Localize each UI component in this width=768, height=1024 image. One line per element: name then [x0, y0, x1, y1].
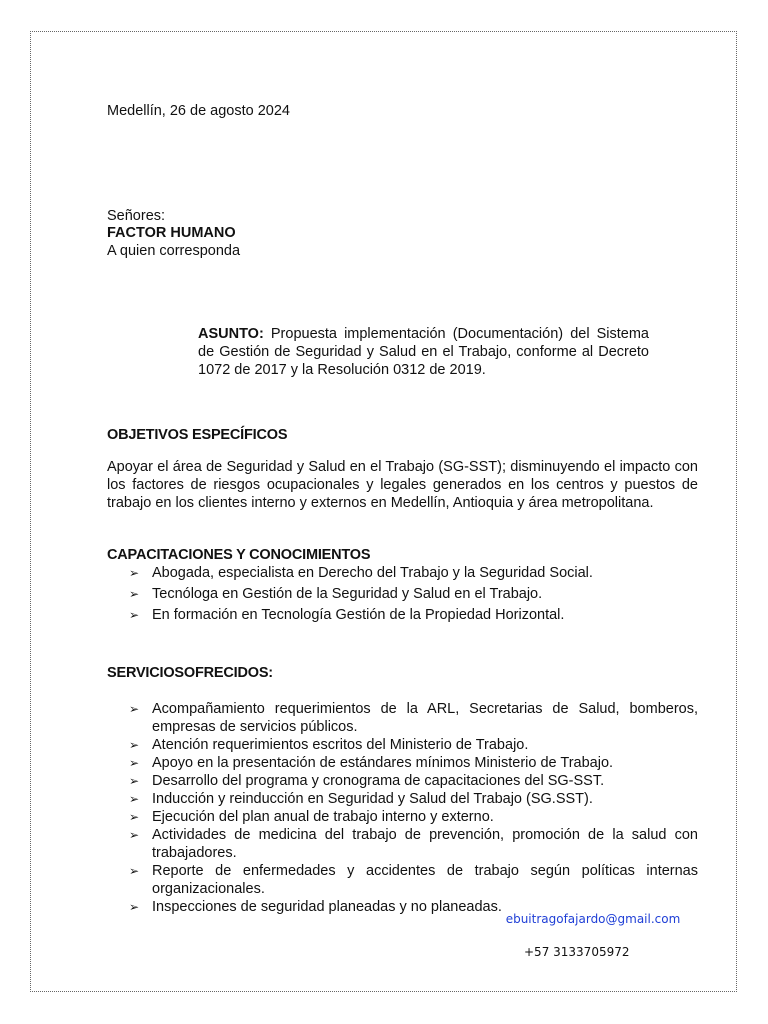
objectives-heading: OBJETIVOS ESPECÍFICOS: [107, 427, 288, 443]
services-list: [129, 700, 698, 916]
arrow-bullet-icon: ➢: [129, 864, 140, 878]
arrow-bullet-icon: ➢: [129, 774, 140, 788]
arrow-bullet-icon: ➢: [129, 900, 140, 914]
training-list: [129, 564, 669, 624]
list-item: ➢ Inspecciones de seguridad planeadas y no planeadas.: [129, 899, 502, 915]
arrow-bullet-icon: ➢: [129, 756, 140, 770]
arrow-bullet-icon: ➢: [129, 792, 140, 806]
list-item: ➢ Abogada, especialista en Derecho del Trabajo y la Seguridad Social.: [129, 565, 593, 581]
arrow-bullet-icon: ➢: [129, 608, 140, 622]
arrow-bullet-icon: ➢: [129, 828, 140, 842]
training-heading: CAPACITACIONES Y CONOCIMIENTOS: [107, 547, 371, 563]
subject-text: Propuesta implementación (Documentación) del Sistema de Gestión de Seguridad y Salud en el Trabajo, conforme al Decreto 1072 de 2017 y la Resolución 0312 de 2019.: [198, 326, 650, 378]
list-item: ➢ Desarrollo del programa y cronograma de capacitaciones del SG-SST.: [129, 773, 605, 789]
list-item: ➢ Acompañamiento requerimientos de la ARL, Secretarias de Salud, bomberos, empresas de servicios públicos.: [129, 701, 698, 735]
arrow-bullet-icon: ➢: [129, 702, 140, 716]
list-item: ➢ Apoyo en la presentación de estándares mínimos Ministerio de Trabajo.: [129, 755, 614, 771]
list-item: ➢ Actividades de medicina del trabajo de prevención, promoción de la salud con trabajadores.: [129, 827, 698, 861]
arrow-bullet-icon: ➢: [129, 587, 140, 601]
arrow-bullet-icon: ➢: [129, 738, 140, 752]
contact-email[interactable]: ebuitragofajardo@gmail.com: [505, 912, 681, 926]
place-date: Medellín, 26 de agosto 2024: [107, 103, 290, 119]
subject-block: [198, 325, 649, 379]
arrow-bullet-icon: ➢: [129, 810, 140, 824]
recipient-line: A quien corresponda: [107, 243, 241, 259]
list-item: ➢ Atención requerimientos escritos del Ministerio de Trabajo.: [129, 737, 529, 753]
list-item: ➢ Inducción y reinducción en Seguridad y Salud del Trabajo (SG.SST).: [129, 791, 593, 807]
salutation: Señores:: [107, 208, 166, 224]
list-item: ➢ En formación en Tecnología Gestión de la Propiedad Horizontal.: [129, 607, 565, 623]
list-item: ➢ Reporte de enfermedades y accidentes de trabajo según políticas internas organizacionales.: [129, 863, 698, 897]
objectives-paragraph: Apoyar el área de Seguridad y Salud en el Trabajo (SG-SST); disminuyendo el impacto con los factores de riesgos ocupacionales y legales generados en los centros y puestos de trabajo en los clientes interno y externos en Medellín, Antioquia y área metropolitana.: [107, 459, 698, 511]
subject-label: ASUNTO:: [198, 326, 264, 342]
contact-phone: +57 3133705972: [524, 945, 630, 959]
list-item: ➢ Ejecución del plan anual de trabajo interno y externo.: [129, 809, 494, 825]
company-name: FACTOR HUMANO: [107, 225, 236, 241]
arrow-bullet-icon: ➢: [129, 566, 140, 580]
list-item: ➢ Tecnóloga en Gestión de la Seguridad y Salud en el Trabajo.: [129, 586, 543, 602]
services-heading: SERVICIOSOFRECIDOS:: [107, 665, 273, 681]
